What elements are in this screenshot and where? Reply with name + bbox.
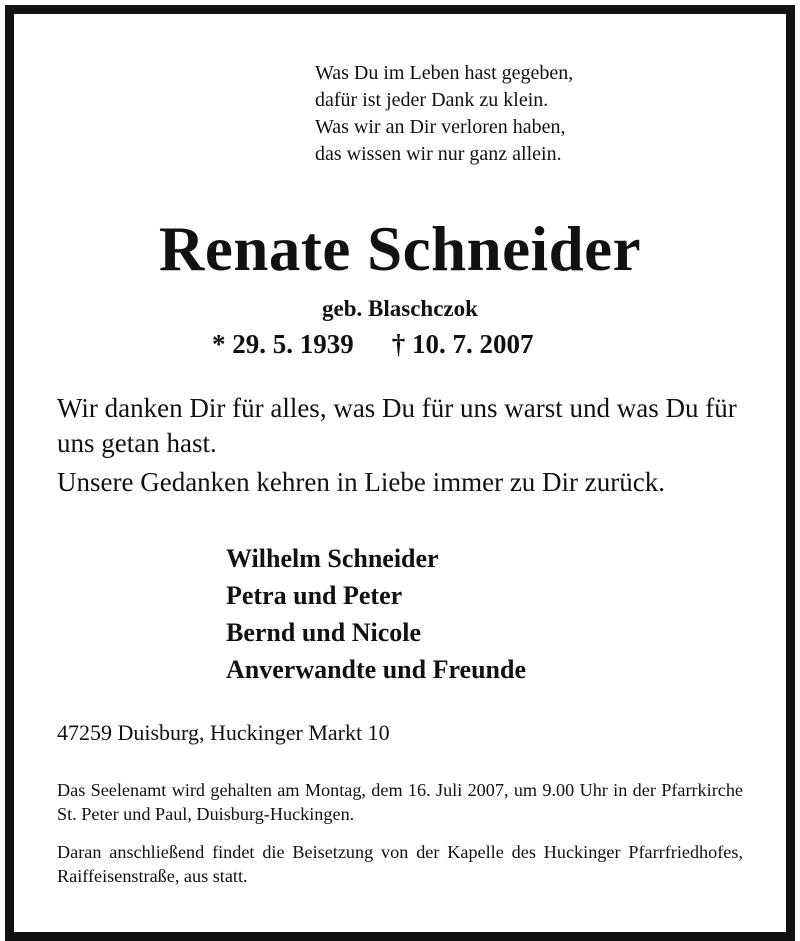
verse-line: Was wir an Dir verloren haben, — [315, 116, 566, 138]
deceased-name: Renate Schneider — [158, 214, 642, 284]
requiem-notice: Das Seelenamt wird gehalten am Montag, dem 16. Juli 2007, um 9.00 Uhr in der Pfarrkirche St. Peter und Paul, Duisburg-Huckingen. — [57, 780, 743, 824]
maiden-name: geb. Blaschczok — [322, 296, 478, 321]
mourner: Anverwandte und Freunde — [226, 655, 527, 684]
mourner: Petra und Peter — [226, 581, 403, 610]
thanks-paragraph: Wir danken Dir für alles, was Du für uns warst und was Du für uns getan hast. — [57, 393, 737, 458]
family-address: 47259 Duisburg, Huckinger Markt 10 — [57, 720, 390, 745]
verse-line: das wissen wir nur ganz allein. — [315, 143, 562, 165]
life-dates — [212, 329, 534, 360]
thanks-paragraph: Unsere Gedanken kehren in Liebe immer zu Dir zurück. — [57, 467, 666, 497]
service-notices — [57, 778, 743, 888]
memorial-verse — [315, 60, 573, 168]
birth-date: * 29. 5. 1939 — [212, 329, 354, 359]
verse-line: dafür ist jeder Dank zu klein. — [315, 89, 549, 111]
death-date: † 10. 7. 2007 — [391, 329, 534, 359]
verse-line: Was Du im Leben hast gegeben, — [315, 62, 574, 84]
mourners-list — [226, 540, 526, 688]
burial-notice: Daran anschließend findet die Beisetzung von der Kapelle des Huckinger Pfarrfriedhofes, Raiffeisenstraße, aus statt. — [57, 842, 743, 886]
thanks-text — [57, 391, 737, 502]
mourner: Wilhelm Schneider — [226, 544, 439, 573]
mourner: Bernd und Nicole — [226, 618, 422, 647]
